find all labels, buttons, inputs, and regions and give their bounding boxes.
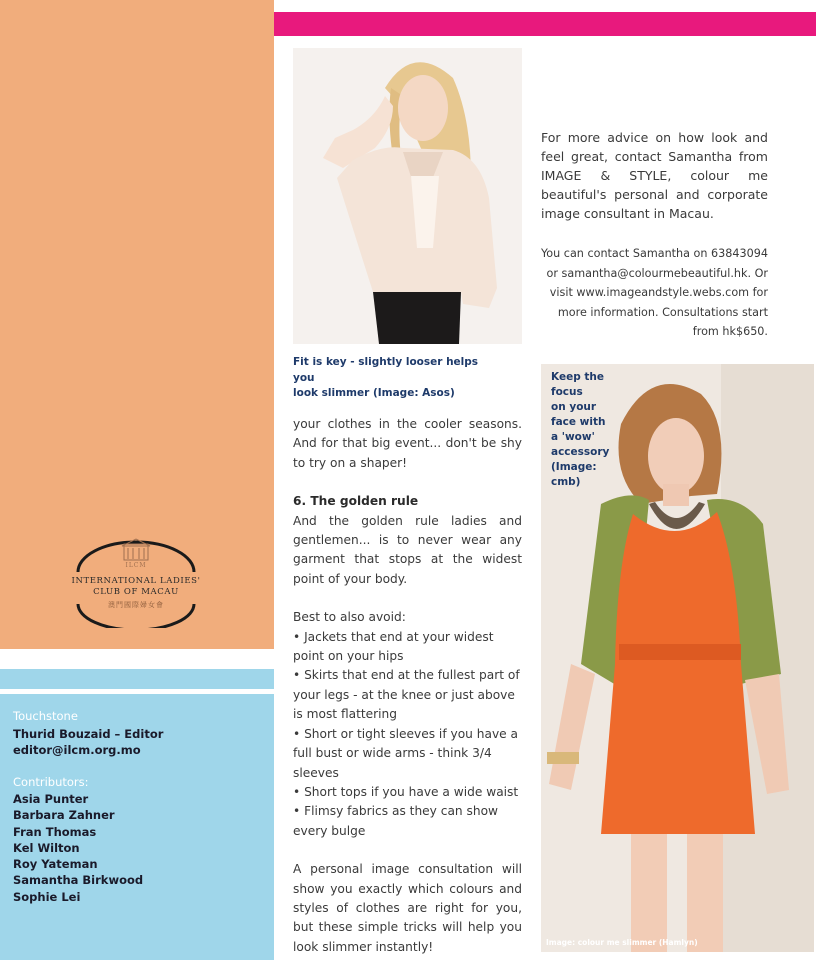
article-bullet: • Skirts that end at the fullest part of your legs - at the knee or just above is most flattering (293, 668, 520, 722)
ilcm-logo (66, 538, 206, 628)
header-accent-bar (274, 12, 816, 36)
photo2-caption-line: (Image: (551, 461, 597, 473)
photo2-caption-line: accessory (551, 446, 610, 458)
contact-line: or samantha@colourmebeautiful.hk. Or (546, 266, 768, 280)
contributor-name: Kel Wilton (13, 840, 80, 855)
contact-line: more information. Consultations start (557, 305, 768, 319)
logo-line1: INTERNATIONAL LADIES' (71, 576, 201, 586)
contributors-list (13, 791, 143, 905)
article-bullet: • Jackets that end at your widest point on your hips (293, 629, 494, 664)
photo2-caption-line: face with (551, 416, 606, 428)
advice-paragraph: For more advice on how look and feel great, contact Samantha from IMAGE & STYLE, colour me beautiful's personal and corporate image consultant in Macau. (541, 130, 768, 221)
contributor-name: Barbara Zahner (13, 808, 115, 823)
contact-paragraph (535, 244, 768, 342)
logo-line2: CLUB OF MACAU (93, 587, 179, 597)
logo-chinese: 澳門國際婦女會 (108, 601, 164, 609)
contributor-name: Sophie Lei (13, 889, 81, 904)
photo2-credit: Image: colour me slimmer (Hamlyn) (546, 938, 698, 947)
article-golden-rule: And the golden rule ladies and gentlemen... is to never wear any garment that stops at the widest point of your body. (293, 513, 522, 586)
photo1-caption-line: Fit is key - slightly looser helps you (293, 356, 479, 384)
article-avoid-intro: Best to also avoid: (293, 610, 406, 625)
contributor-name: Fran Thomas (13, 824, 97, 839)
article-closing: A personal image consultation will show you exactly which colours and styles of clothes are right for you, but these simple tricks will help you look slimmer instantly! (293, 862, 522, 954)
article-bullet: • Short tops if you have a wide waist (293, 784, 519, 799)
editor-email[interactable]: editor@ilcm.org.mo (13, 743, 141, 757)
photo2-caption-line: on your (551, 401, 597, 413)
photo2-caption (551, 370, 621, 490)
touchstone-label: Touchstone (13, 709, 78, 723)
contributor-name: Roy Yateman (13, 857, 98, 872)
contributor-name: Asia Punter (13, 792, 89, 806)
photo2-caption-line: Keep the (551, 371, 604, 383)
article-intro: your clothes in the cooler seasons. And for that big event... don't be shy to try on a shaper! (293, 417, 522, 470)
photo2-caption-line: a 'wow' (551, 431, 595, 443)
sidebar-divider (0, 649, 274, 669)
article-heading: 6. The golden rule (293, 494, 419, 509)
logo-abbr: ILCM (125, 562, 147, 569)
photo1-caption-line: look slimmer (Image: Asos) (293, 387, 455, 399)
article-bullet: • Flimsy fabrics as they can show every bulge (293, 804, 499, 838)
article-bullet: • Short or tight sleeves if you have a full bust or wide arms - think 3/4 sleeves (293, 726, 518, 780)
article-column (293, 415, 522, 957)
contributor-name: Samantha Birkwood (13, 873, 144, 888)
contact-line: visit www.imageandstyle.webs.com for (549, 286, 768, 300)
contact-line: You can contact Samantha on 63843094 (540, 247, 768, 260)
editor-name: Thurid Bouzaid – Editor (13, 727, 164, 741)
contact-line: from hk$650. (692, 325, 768, 339)
photo-cream-blouse (293, 48, 522, 344)
photo1-caption (293, 355, 503, 402)
contributors-label: Contributors: (13, 775, 89, 789)
sidebar-blue-strip (0, 669, 274, 689)
photo2-caption-line: cmb) (551, 476, 581, 488)
photo2-caption-line: focus (551, 386, 583, 398)
